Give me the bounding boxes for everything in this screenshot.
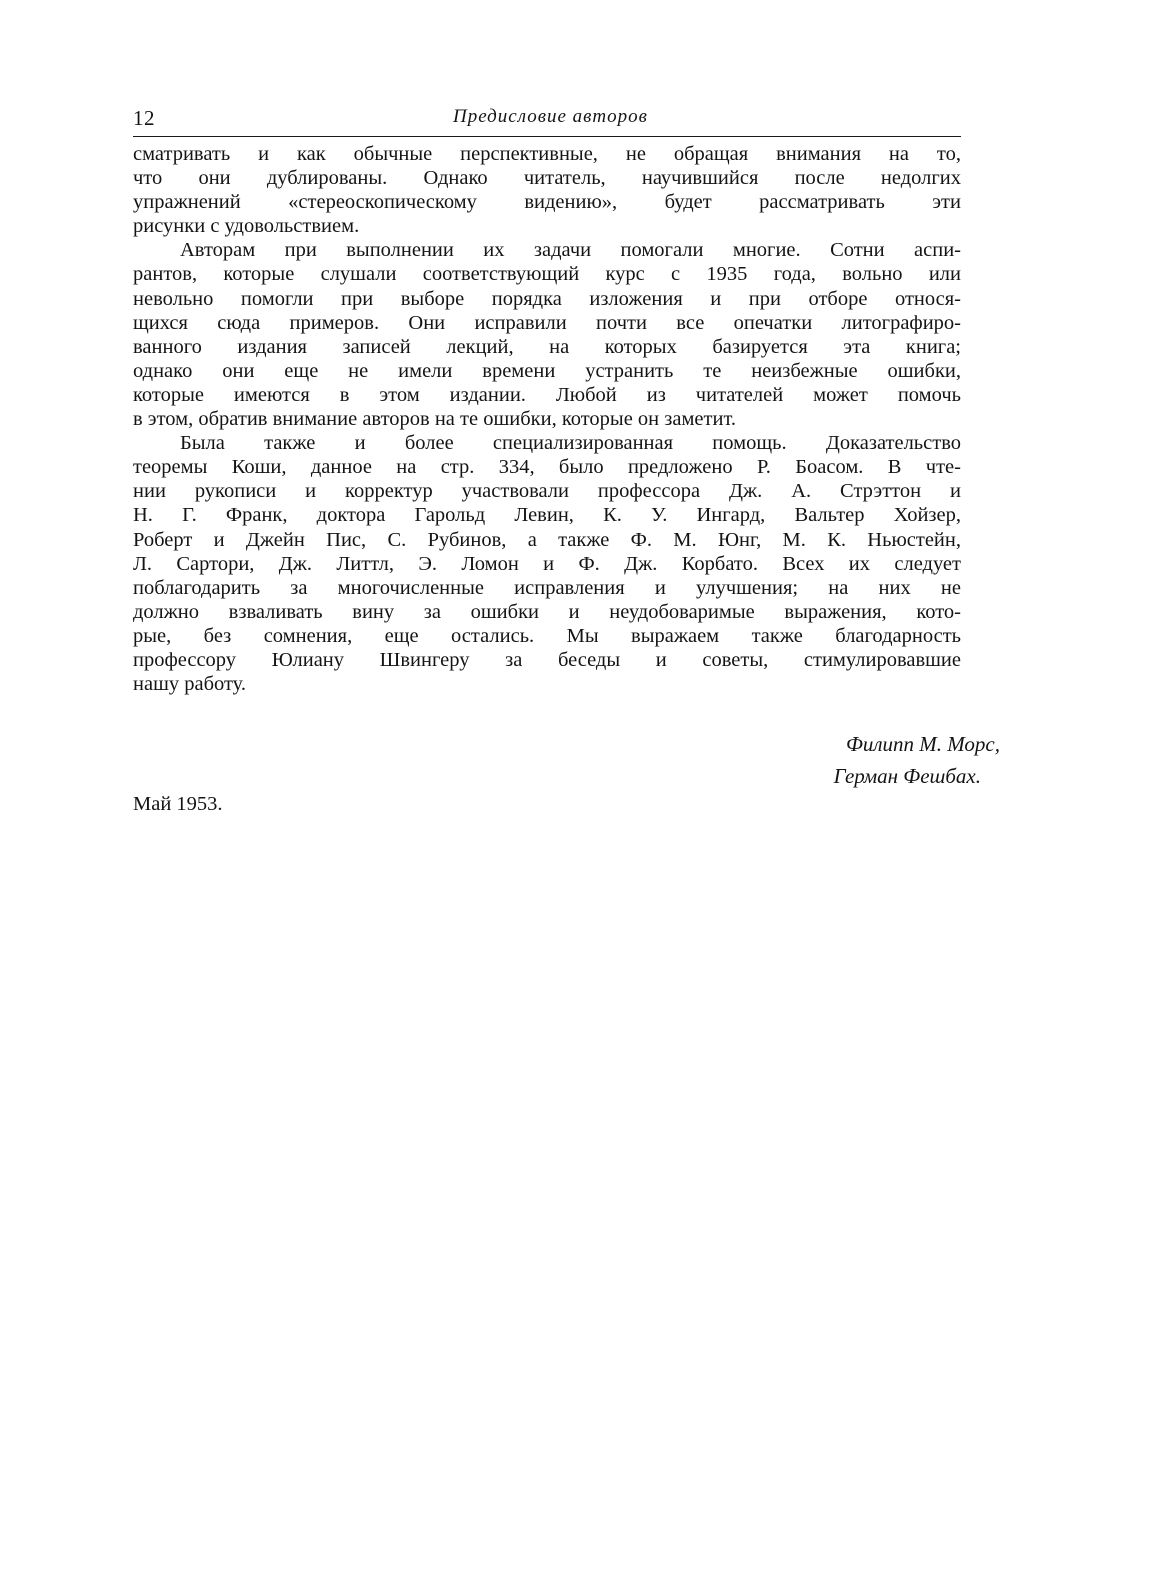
paragraph-2 — [133, 238, 961, 431]
text-line: в этом, обратив внимание авторов на те ошибки, которые он заметит. — [133, 408, 736, 431]
paragraph-3 — [133, 431, 961, 696]
running-head-title: Предисловие авторов — [453, 106, 648, 127]
text-line: ванного издания записей лекций, на которых базируется эта книга; — [133, 335, 961, 358]
header-rule — [133, 136, 961, 137]
text-line: Л. Сартори, Дж. Литтл, Э. Ломон и Ф. Дж. Корбато. Всех их следует — [133, 552, 961, 575]
text-line: которые имеются в этом издании. Любой из читателей может помочь — [133, 383, 961, 406]
text-line: что они дублированы. Однако читатель, научившийся после недолгих — [133, 167, 961, 190]
text-line: Н. Г. Франк, доктора Гарольд Левин, К. У. Ингард, Вальтер Хойзер, — [133, 504, 961, 527]
text-line: щихся сюда примеров. Они исправили почти все опечатки литографиро- — [133, 311, 961, 334]
text-line: однако они еще не имели времени устранить те неизбежные ошибки, — [133, 359, 961, 382]
text-line: нашу работу. — [133, 673, 247, 696]
text-line: рые, без сомнения, еще остались. Мы выражаем также благодарность — [133, 624, 961, 647]
text-line: теоремы Коши, данное на стр. 334, было предложено Р. Боасом. В чте- — [133, 456, 961, 479]
paragraph-1 — [133, 142, 961, 238]
author-signature — [700, 728, 1000, 792]
text-line: нии рукописи и корректур участвовали профессора Дж. А. Стрэттон и — [133, 480, 961, 503]
page-number: 12 — [133, 106, 155, 130]
text-line: должно взваливать вину за ошибки и неудобоваримые выражения, кото- — [133, 600, 961, 623]
text-line: профессору Юлиану Швингеру за беседы и советы, стимулировавшие — [133, 648, 961, 671]
author-name-feshbach: Герман Фешбах. — [833, 764, 981, 788]
text-line: невольно помогли при выборе порядка изложения и при отборе относя- — [133, 287, 961, 310]
text-line: упражнений «стереоскопическому видению», будет рассматривать эти — [133, 191, 961, 214]
running-head — [133, 104, 961, 132]
text-line: Была также и более специализированная помощь. Доказательство — [180, 432, 961, 455]
text-line: поблагодарить за многочисленные исправления и улучшения; на них не — [133, 576, 961, 599]
text-line: Роберт и Джейн Пис, С. Рубинов, а также Ф. М. Юнг, М. К. Ньюстейн, — [133, 528, 961, 551]
preface-body — [133, 142, 961, 696]
author-name-morse: Филипп М. Морс, — [845, 732, 1000, 756]
text-line: рисунки с удовольствием. — [133, 215, 360, 238]
text-line: сматривать и как обычные перспективные, не обращая внимания на то, — [133, 143, 961, 165]
text-line: Авторам при выполнении их задачи помогали многие. Сотни аспи- — [180, 239, 961, 262]
text-line: рантов, которые слушали соответствующий курс с 1935 года, вольно или — [133, 263, 961, 286]
preface-date: Май 1953. — [133, 793, 223, 815]
